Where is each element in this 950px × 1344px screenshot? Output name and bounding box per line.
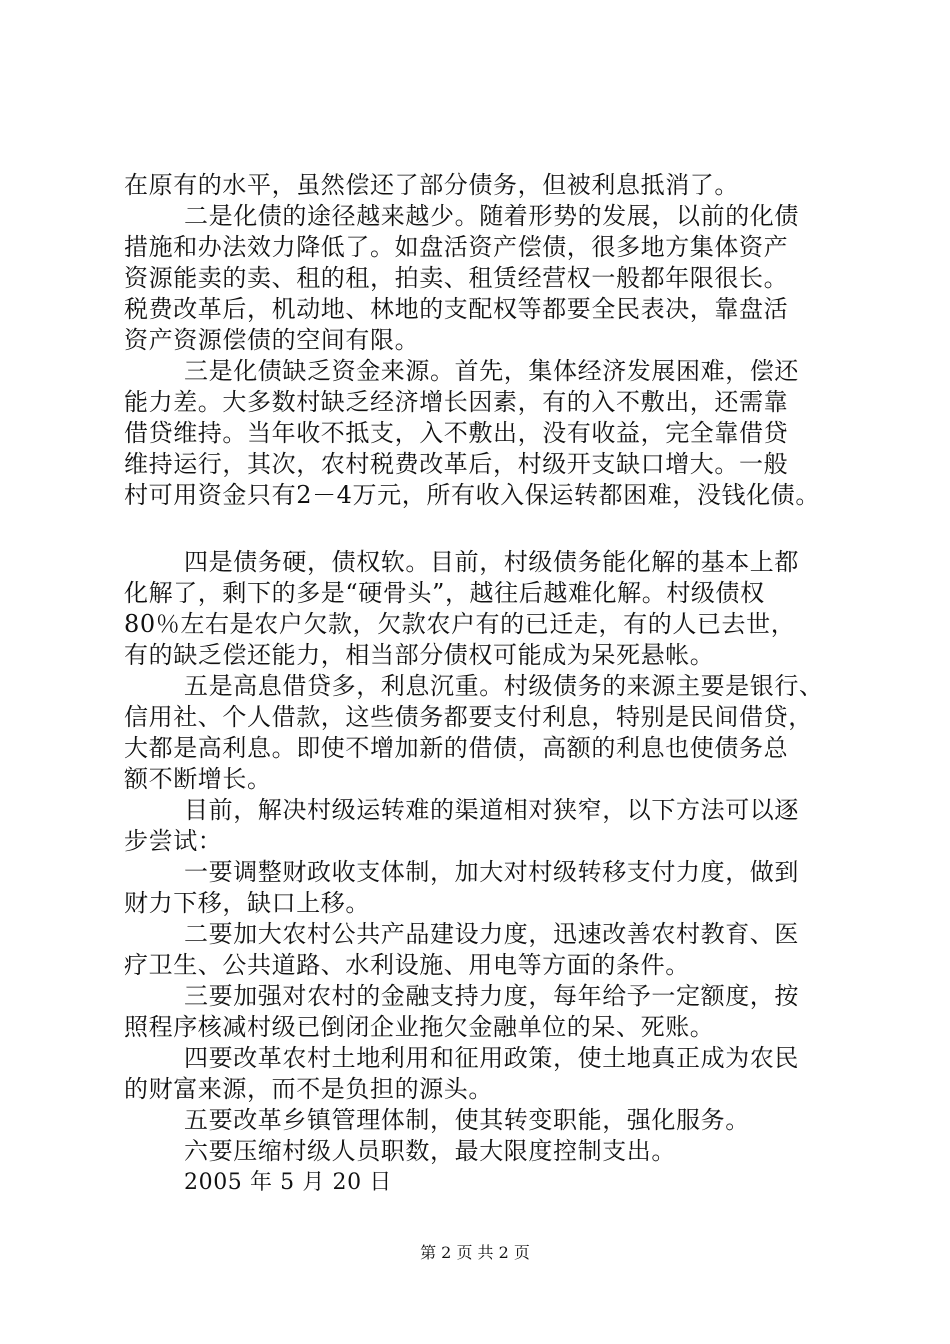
text-line: 大都是高利息。即使不增加新的借债，高额的利息也使债务总 (124, 734, 789, 762)
document-body (124, 170, 848, 1198)
text-line: 信用社、个人借款，这些债务都要支付利息，特别是民间借贷， (124, 703, 813, 731)
paragraph-6-start: 目前，解决村级运转难的渠道相对狭窄，以下方法可以逐 (184, 796, 799, 824)
measure-4: 四要改革农村土地利用和征用政策，使土地真正成为农民 (184, 1044, 799, 1072)
paragraph-2-start: 二是化债的途径越来越少。随着形势的发展，以前的化债 (184, 202, 799, 230)
paragraph-4-start: 四是债务硬，债权软。目前，村级债务能化解的基本上都 (184, 548, 799, 576)
text-line: 额不断增长。 (124, 765, 272, 793)
text-line: 资产资源偿债的空间有限。 (124, 326, 420, 354)
text-line: 财力下移，缺口上移。 (124, 889, 370, 917)
measure-1: 一要调整财政收支体制，加大对村级转移支付力度，做到 (184, 858, 799, 886)
measure-6: 六要压缩村级人员职数，最大限度控制支出。 (184, 1137, 676, 1165)
text-line: 维持运行，其次，农村税费改革后，村级开支缺口增大。一般 (124, 450, 789, 478)
paragraph-gap (124, 511, 848, 547)
measure-3: 三要加强对农村的金融支持力度，每年给予一定额度，按 (184, 982, 799, 1010)
paragraph-3-start: 三是化债缺乏资金来源。首先，集体经济发展困难，偿还 (184, 357, 799, 385)
text-line: 资源能卖的卖、租的租，拍卖、租赁经营权一般都年限很长。 (124, 264, 789, 292)
measure-5: 五要改革乡镇管理体制，使其转变职能，强化服务。 (184, 1106, 750, 1134)
text-line: 借贷维持。当年收不抵支，入不敷出，没有收益，完全靠借贷 (124, 419, 789, 447)
measure-2: 二要加大农村公共产品建设力度，迅速改善农村教育、医 (184, 920, 799, 948)
page-footer: 第 2 页 共 2 页 (420, 1243, 530, 1262)
text-line: 在原有的水平，虽然偿还了部分债务，但被利息抵消了。 (124, 171, 739, 199)
text-line: 措施和办法效力降低了。如盘活资产偿债，很多地方集体资产 (124, 233, 789, 261)
paragraph-5-start: 五是高息借贷多，利息沉重。村级债务的来源主要是银行、 (184, 672, 824, 700)
text-line: 照程序核减村级已倒闭企业拖欠金融单位的呆、死账。 (124, 1013, 715, 1041)
text-line: 有的缺乏偿还能力，相当部分债权可能成为呆死悬帐。 (124, 641, 715, 669)
document-date: 2005 年 5 月 20 日 (184, 1170, 392, 1195)
text-line: 的财富来源，而不是负担的源头。 (124, 1075, 493, 1103)
text-line: 村可用资金只有2－4万元，所有收入保运转都困难，没钱化债。 (124, 481, 820, 509)
text-line: 能力差。大多数村缺乏经济增长因素，有的入不敷出，还需靠 (124, 388, 789, 416)
text-line: 步尝试： (124, 827, 223, 855)
text-line: 疗卫生、公共道路、水利设施、用电等方面的条件。 (124, 951, 690, 979)
text-line: 税费改革后，机动地、林地的支配权等都要全民表决，靠盘活 (124, 295, 789, 323)
text-line: 化解了，剩下的多是“硬骨头”，越往后越难化解。村级债权 (124, 579, 765, 607)
text-line: 80％左右是农户欠款，欠款农户有的已迁走，有的人已去世， (124, 610, 796, 638)
